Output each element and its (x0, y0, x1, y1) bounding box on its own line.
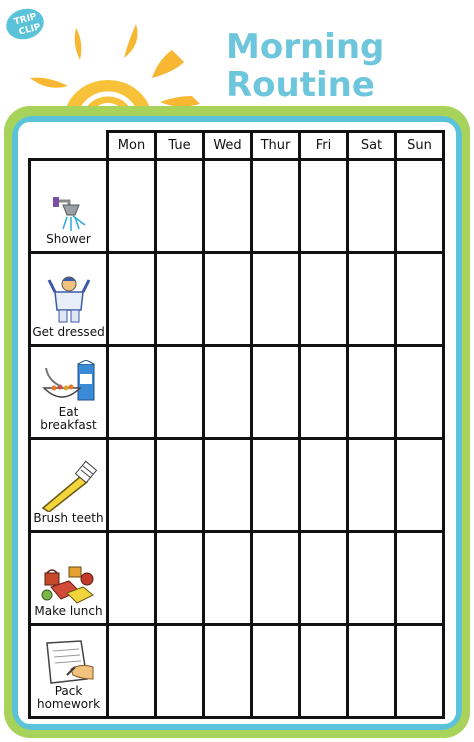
title-line-1: Morning (226, 27, 385, 67)
task-row (30, 253, 444, 346)
task-label: Make lunch (34, 604, 103, 618)
check-cell[interactable] (156, 532, 204, 625)
check-cell[interactable] (300, 625, 348, 718)
task-row (30, 532, 444, 625)
check-cell[interactable] (396, 346, 444, 439)
check-cell[interactable] (252, 532, 300, 625)
day-header-row (30, 132, 444, 160)
day-header: Sun (396, 132, 444, 160)
check-cell[interactable] (252, 625, 300, 718)
lunch-icon (39, 565, 99, 605)
check-cell[interactable] (108, 439, 156, 532)
check-cell[interactable] (156, 160, 204, 253)
check-cell[interactable] (108, 346, 156, 439)
toothbrush-icon (37, 460, 101, 512)
check-cell[interactable] (396, 160, 444, 253)
check-cell[interactable] (300, 160, 348, 253)
check-cell[interactable] (396, 439, 444, 532)
check-cell[interactable] (156, 253, 204, 346)
task-row (30, 160, 444, 253)
check-cell[interactable] (108, 160, 156, 253)
check-cell[interactable] (348, 253, 396, 346)
breakfast-icon (40, 360, 98, 406)
check-cell[interactable] (204, 625, 252, 718)
title-line-2: Routine (226, 65, 375, 105)
check-cell[interactable] (252, 160, 300, 253)
task-row (30, 625, 444, 718)
check-cell[interactable] (252, 253, 300, 346)
check-cell[interactable] (348, 346, 396, 439)
day-header: Thur (252, 132, 300, 160)
check-cell[interactable] (396, 625, 444, 718)
check-cell[interactable] (252, 346, 300, 439)
routine-chart (28, 130, 445, 719)
check-cell[interactable] (348, 532, 396, 625)
day-header: Tue (156, 132, 204, 160)
corner-cell (30, 132, 108, 160)
check-cell[interactable] (108, 253, 156, 346)
task-label: Eat breakfast (40, 405, 97, 432)
task-cell-brush-teeth (30, 439, 108, 532)
day-header: Mon (108, 132, 156, 160)
check-cell[interactable] (204, 439, 252, 532)
shower-icon (45, 189, 93, 233)
task-label: Pack homework (36, 684, 101, 711)
check-cell[interactable] (300, 439, 348, 532)
task-row (30, 439, 444, 532)
check-cell[interactable] (204, 253, 252, 346)
task-label: Get dressed (32, 325, 105, 339)
day-header: Sat (348, 132, 396, 160)
check-cell[interactable] (396, 253, 444, 346)
check-cell[interactable] (252, 439, 300, 532)
logo-text-clip: CLIP (17, 22, 42, 38)
task-label: Shower (46, 232, 91, 246)
check-cell[interactable] (204, 346, 252, 439)
check-cell[interactable] (108, 625, 156, 718)
check-cell[interactable] (204, 532, 252, 625)
homework-icon (41, 639, 97, 685)
page-title (226, 28, 396, 104)
day-header: Fri (300, 132, 348, 160)
check-cell[interactable] (348, 160, 396, 253)
task-cell-shower (30, 160, 108, 253)
task-row (30, 346, 444, 439)
sun-illustration (24, 20, 224, 120)
task-cell-get-dressed (30, 253, 108, 346)
task-cell-make-lunch (30, 532, 108, 625)
logo-text-trip: TRIP (13, 11, 38, 28)
check-cell[interactable] (348, 439, 396, 532)
task-label: Brush teeth (33, 511, 104, 525)
check-cell[interactable] (300, 532, 348, 625)
get-dressed-icon (47, 274, 91, 326)
check-cell[interactable] (108, 532, 156, 625)
check-cell[interactable] (300, 346, 348, 439)
task-cell-eat-breakfast (30, 346, 108, 439)
day-header: Wed (204, 132, 252, 160)
check-cell[interactable] (156, 346, 204, 439)
check-cell[interactable] (204, 160, 252, 253)
task-cell-pack-homework (30, 625, 108, 718)
check-cell[interactable] (396, 532, 444, 625)
check-cell[interactable] (348, 625, 396, 718)
check-cell[interactable] (300, 253, 348, 346)
check-cell[interactable] (156, 625, 204, 718)
check-cell[interactable] (156, 439, 204, 532)
